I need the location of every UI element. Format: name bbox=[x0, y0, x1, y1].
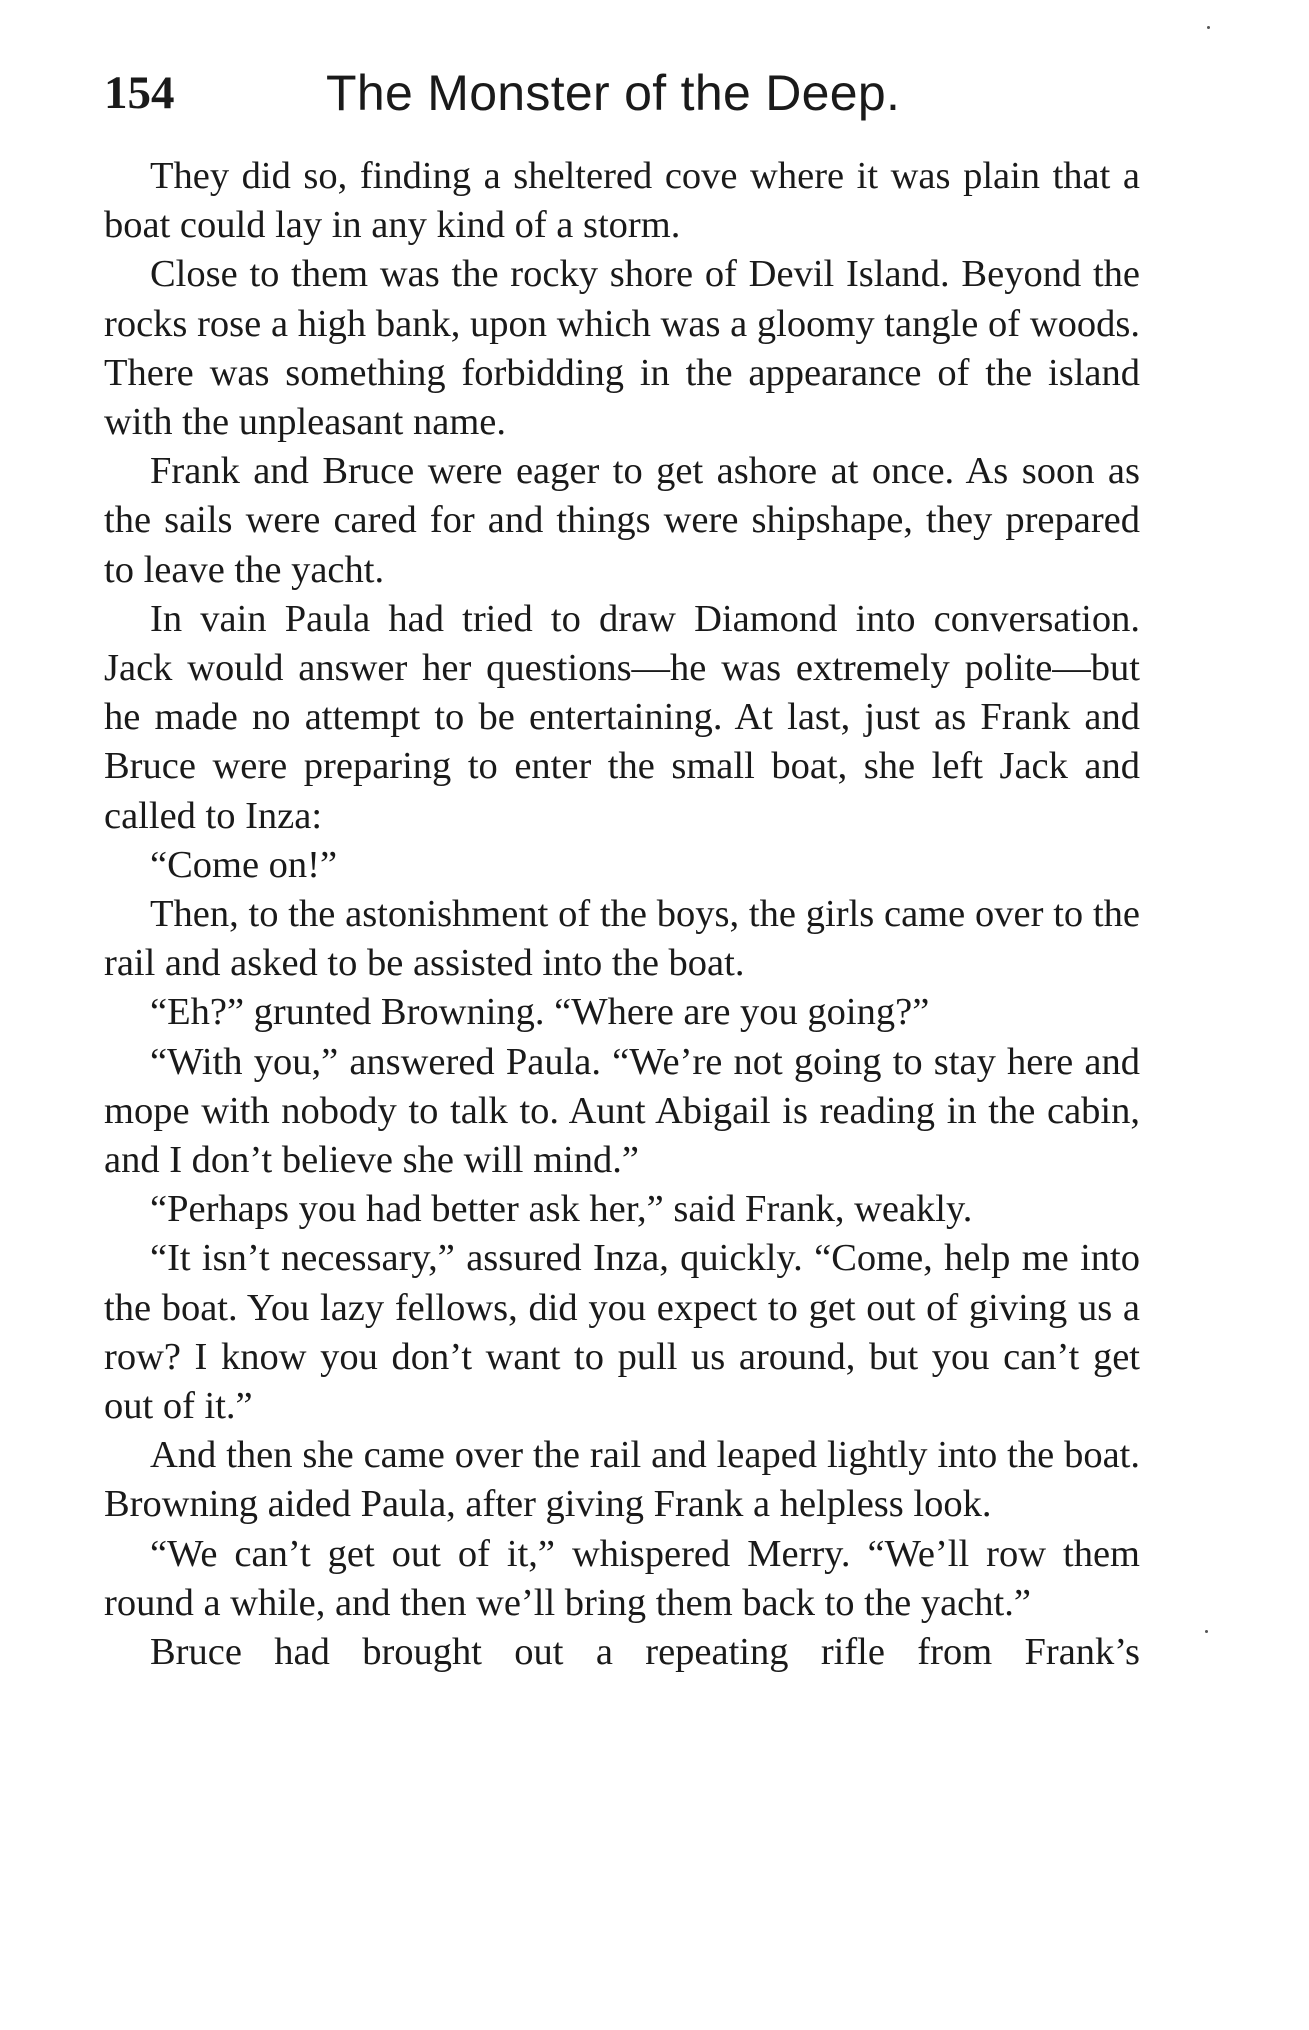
page-body bbox=[104, 152, 1140, 1677]
running-title: The Monster of the Deep. bbox=[326, 65, 901, 121]
paragraph: “It isn’t necessary,” assured Inza, quickly. “Come, help me into the boat. You lazy fellows, did you expect to get out of giving us a row? I know you don’t want to pull us around, but you can’t get out of it.” bbox=[104, 1237, 1140, 1428]
paragraph: And then she came over the rail and leaped lightly into the boat. Browning aided Paula, after giving Frank a helpless look. bbox=[104, 1434, 1140, 1526]
paragraph: “We can’t get out of it,” whispered Merry. “We’ll row them round a while, and then we’ll bring them back to the yacht.” bbox=[104, 1532, 1140, 1624]
paragraph: “Come on!” bbox=[150, 843, 338, 886]
paragraph: They did so, finding a sheltered cove where it was plain that a boat could lay in any kind of a storm. bbox=[104, 155, 1140, 247]
paper-speck bbox=[1207, 26, 1210, 29]
paragraph: “Eh?” grunted Browning. “Where are you going?” bbox=[150, 991, 930, 1034]
page-header bbox=[104, 58, 1144, 128]
paragraph: Close to them was the rocky shore of Devil Island. Beyond the rocks rose a high bank, upon which was a gloomy tangle of woods. There was something forbidding in the appearance of the island with the unpleasant name. bbox=[104, 253, 1140, 444]
paper-speck bbox=[1205, 1630, 1208, 1633]
paragraph: “Perhaps you had better ask her,” said Frank, weakly. bbox=[150, 1188, 973, 1231]
paragraph-continued: Bruce had brought out a repeating rifle from Frank’s bbox=[150, 1631, 1140, 1674]
paragraph: “With you,” answered Paula. “We’re not going to stay here and mope with nobody to talk to. Aunt Abigail is reading in the cabin, and I don’t believe she will mind.” bbox=[104, 1040, 1140, 1182]
page-number: 154 bbox=[104, 67, 175, 119]
paragraph: Then, to the astonishment of the boys, the girls came over to the rail and asked to be assisted into the boat. bbox=[104, 893, 1140, 985]
paragraph: In vain Paula had tried to draw Diamond into conversation. Jack would answer her questions—he was extremely polite—but he made no attempt to be entertaining. At last, just as Frank and Bruce were preparing to enter the small boat, she left Jack and called to Inza: bbox=[104, 597, 1140, 837]
paragraph: Frank and Bruce were eager to get ashore at once. As soon as the sails were cared for and things were shipshape, they prepared to leave the yacht. bbox=[104, 450, 1140, 591]
